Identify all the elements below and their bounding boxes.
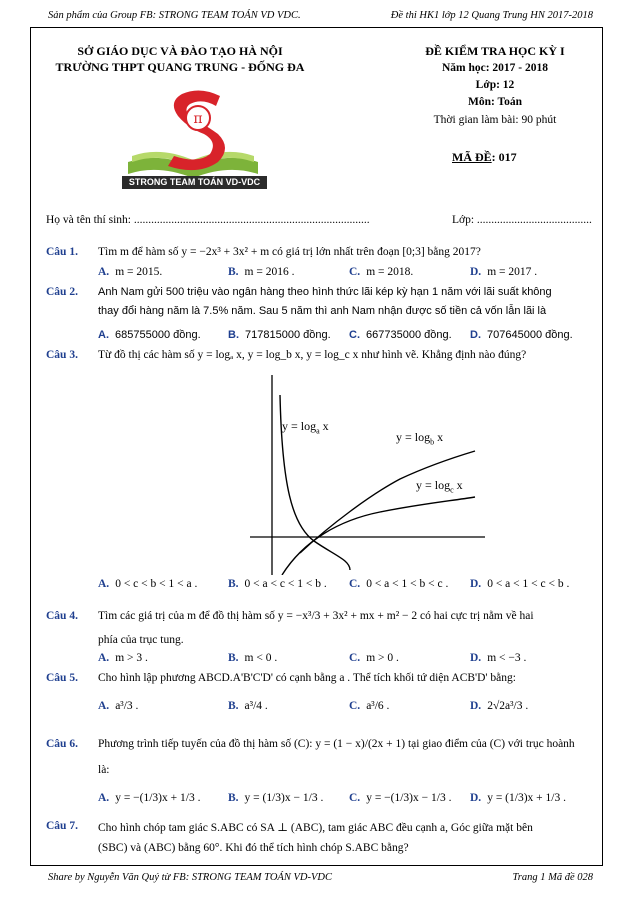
label-log-a: $y = \log_a x$ [282, 419, 329, 436]
header-rule [30, 27, 603, 28]
exam-grade: Lớp: 12 [475, 79, 515, 91]
school-line2: TRƯỜNG THPT QUANG TRUNG - ĐỐNG ĐA [55, 60, 305, 74]
q1-option-d[interactable]: D. m = 2017 . [470, 266, 538, 278]
q6-text: Phương trình tiếp tuyến của đồ thị hàm số (C): y = (1 − x)/(2x + 1) tại giao điểm của (C) với trục hoành [98, 738, 575, 750]
page-header [30, 6, 603, 22]
student-class-field[interactable]: Lớp: ........................................ [452, 214, 592, 226]
q5-option-d[interactable]: D. 2√2a³/3 . [470, 700, 529, 712]
q5-label: Câu 5. [46, 672, 78, 684]
left-border [30, 27, 31, 865]
q4-label: Câu 4. [46, 610, 78, 622]
q1-text: Tìm m để hàm số y = −2x³ + 3x² + m có giá trị lớn nhất trên đoạn [0;3] bằng 2017? [98, 246, 481, 258]
exam-code-label: MÃ ĐỀ [452, 150, 492, 164]
q3-label: Câu 3. [46, 349, 78, 361]
q5-option-a[interactable]: A. a³/3 . [98, 700, 139, 712]
log-graph-svg [200, 375, 485, 575]
right-border [602, 27, 603, 865]
curve-log-b [300, 451, 475, 553]
footer-left: Share by Nguyễn Văn Quý từ FB: STRONG TEAM TOÁN VD-VDC [48, 872, 332, 883]
q1-option-b[interactable]: B. m = 2016 . [228, 266, 295, 278]
q1-option-a[interactable]: A. m = 2015. [98, 266, 163, 278]
q6-label: Câu 6. [46, 738, 78, 750]
q3-option-d[interactable]: D. 0 < a < 1 < c < b . [470, 578, 570, 590]
q6-text-line2: là: [98, 764, 110, 776]
footer-rule [30, 865, 603, 866]
q1-option-c[interactable]: C. m = 2018. [349, 266, 414, 278]
q5-text: Cho hình lập phương ABCD.A'B'C'D' có cạnh bằng a . Thể tích khối tứ diện ACB'D' bằng: [98, 672, 516, 684]
q3-log-graph [200, 375, 485, 575]
label-log-c: $y = \log_c x$ [416, 478, 463, 495]
q4-option-b[interactable]: B. m < 0 . [228, 652, 278, 664]
exam-title: ĐỀ KIỂM TRA HỌC KỲ I [425, 44, 565, 58]
q5-option-c[interactable]: C. a³/6 . [349, 700, 390, 712]
q6-option-c[interactable]: C. y = −(1/3)x − 1/3 . [349, 792, 452, 804]
q6-option-a[interactable]: A. y = −(1/3)x + 1/3 . [98, 792, 201, 804]
q2-option-d[interactable]: D. 707645000 đồng. [470, 329, 573, 341]
curve-log-c [282, 497, 475, 575]
footer-right: Trang 1 Mã đề 028 [512, 872, 593, 883]
q2-option-b[interactable]: B. 717815000 đồng. [228, 329, 331, 341]
label-log-b: $y = \log_b x$ [396, 430, 444, 447]
header-right: Đề thi HK1 lớp 12 Quang Trung HN 2017-2018 [390, 10, 593, 21]
q2-label: Câu 2. [46, 286, 78, 298]
q4-text: Tìm các giá trị của m để đồ thị hàm số y = −x³/3 + 3x² + mx + m² − 2 có hai cực trị nằm về hai [98, 610, 534, 622]
q4-option-c[interactable]: C. m > 0 . [349, 652, 399, 664]
q2-option-a[interactable]: A. 685755000 đồng. [98, 329, 201, 341]
q1-label: Câu 1. [46, 246, 78, 258]
q3-option-b[interactable]: B. 0 < a < c < 1 < b . [228, 578, 327, 590]
q3-option-c[interactable]: C. 0 < a < 1 < b < c . [349, 578, 449, 590]
q4-option-d[interactable]: D. m < −3 . [470, 652, 527, 664]
q2-text-line1: Anh Nam gửi 500 triệu vào ngân hàng theo hình thức lãi kép kỳ hạn 1 năm với lãi suất không [98, 286, 552, 298]
logo-text: STRONG TEAM TOÁN VD-VDC [122, 176, 267, 189]
q5-option-b[interactable]: B. a³/4 . [228, 700, 268, 712]
q7-label: Câu 7. [46, 820, 78, 832]
svg-text:π: π [193, 111, 203, 127]
exam-code [452, 150, 517, 165]
exam-year: Năm học: 2017 - 2018 [441, 62, 549, 74]
q6-option-b[interactable]: B. y = (1/3)x − 1/3 . [228, 792, 324, 804]
student-name-field[interactable]: Họ và tên thí sinh: .................................................................................. [46, 214, 370, 226]
q7-text-line2: (SBC) và (ABC) bằng 60°. Khi đó thể tích hình chóp S.ABC bằng? [98, 842, 409, 854]
exam-code-value: : 017 [491, 150, 517, 164]
q3-text: Từ đồ thị các hàm số y = logₐ x, y = log_b x, y = log_c x như hình vẽ. Khẳng định nào đúng? [98, 349, 527, 361]
header-left: Sản phẩm của Group FB: STRONG TEAM TOÁN VD VDC. [48, 10, 301, 21]
exam-subject: Môn: Toán [467, 96, 522, 108]
q2-option-c[interactable]: C. 667735000 đồng. [349, 329, 452, 341]
q3-option-a[interactable]: A. 0 < c < b < 1 < a . [98, 578, 198, 590]
q2-text-line2: thay đổi hàng năm là 7.5% năm. Sau 5 năm thì anh Nam nhận được số tiền cả vốn lẫn lãi là [98, 305, 547, 317]
q6-option-d[interactable]: D. y = (1/3)x + 1/3 . [470, 792, 566, 804]
q4-text-line2: phía của trục tung. [98, 634, 184, 646]
exam-time: Thời gian làm bài: 90 phút [433, 114, 557, 126]
q4-option-a[interactable]: A. m > 3 . [98, 652, 148, 664]
school-line1: SỞ GIÁO DỤC VÀ ĐÀO TẠO HÀ NỘI [77, 44, 283, 58]
q7-text: Cho hình chóp tam giác S.ABC có SA ⊥ (ABC), tam giác ABC đều cạnh a, Góc giữa mặt bên [98, 822, 533, 834]
